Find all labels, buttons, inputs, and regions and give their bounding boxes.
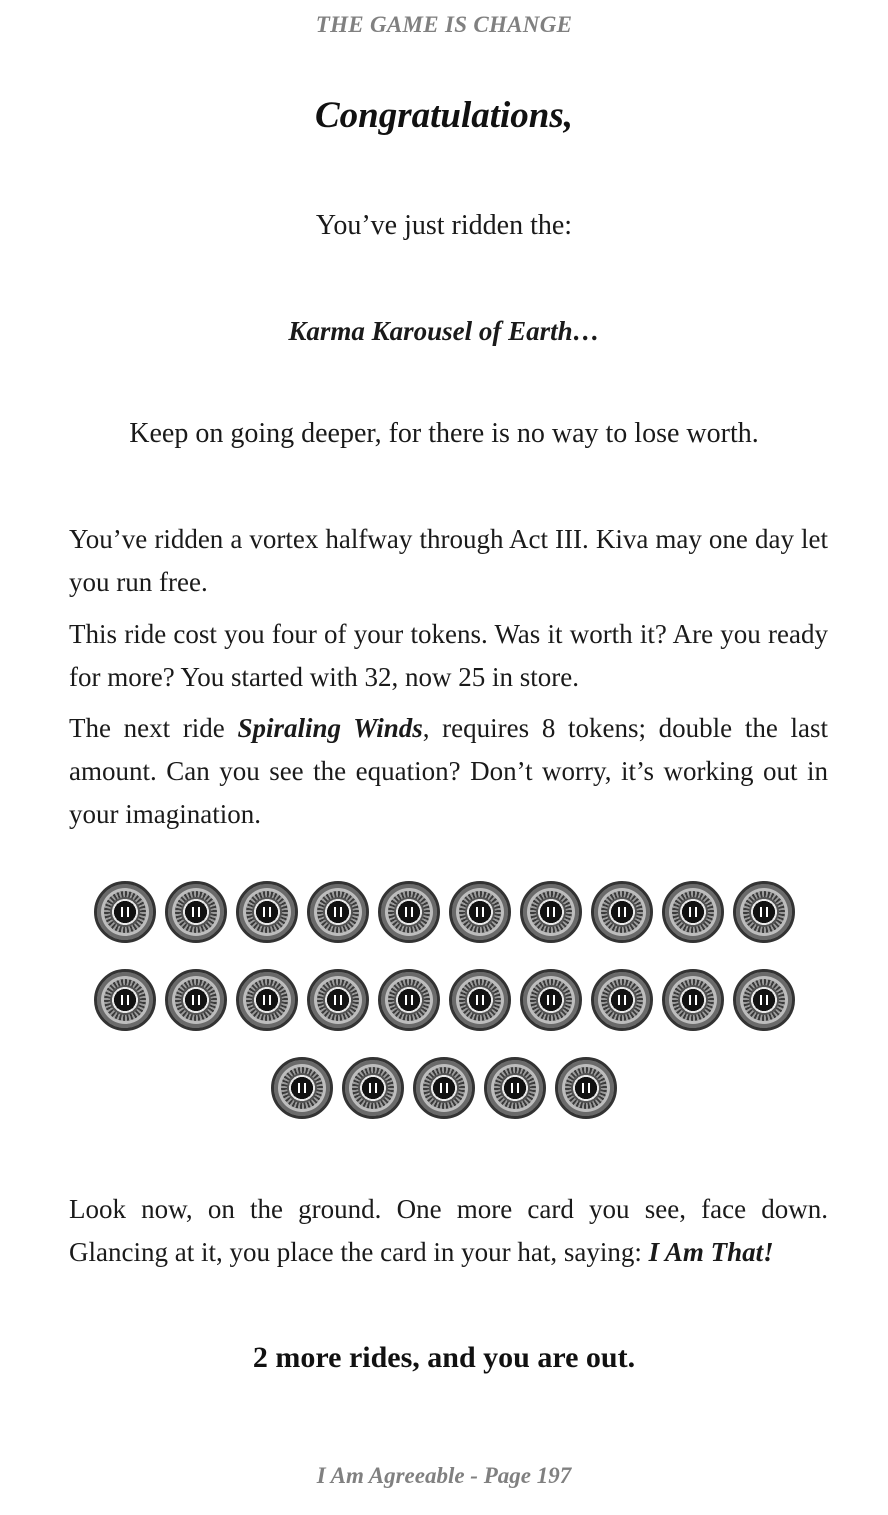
token-coin-icon — [662, 969, 724, 1031]
token-coin-icon — [555, 1057, 617, 1119]
token-coin-icon — [449, 881, 511, 943]
closing-line: 2 more rides, and you are out. — [252, 1341, 636, 1374]
paragraph-card — [69, 1188, 828, 1274]
page-footer: I Am Agreeable - Page 197 — [316, 1463, 572, 1488]
token-coin-icon — [413, 1057, 475, 1119]
token-coin-icon — [307, 969, 369, 1031]
token-coin-icon — [94, 969, 156, 1031]
token-coin-icon — [307, 881, 369, 943]
token-coin-icon — [733, 969, 795, 1031]
token-coin-icon — [236, 969, 298, 1031]
token-coin-icon — [484, 1057, 546, 1119]
next-ride-text-after: , requires 8 tokens; double the last amount. Can you see the equation? Don’t worry, it’s working out in your imagination. — [69, 713, 828, 829]
token-row-3 — [0, 1057, 888, 1119]
token-coin-icon — [271, 1057, 333, 1119]
encouragement-line: Keep on going deeper, for there is no way to lose worth. — [129, 418, 759, 449]
token-row-2 — [0, 969, 888, 1031]
paragraph-next-ride — [69, 707, 828, 836]
token-coin-icon — [378, 881, 440, 943]
token-coin-icon — [449, 969, 511, 1031]
paragraph-token-cost: This ride cost you four of your tokens. Was it worth it? Are you ready for more? You started with 32, now 25 in store. — [69, 619, 828, 692]
token-row-1 — [0, 881, 888, 943]
token-coin-icon — [662, 881, 724, 943]
token-coin-icon — [165, 881, 227, 943]
token-coin-icon — [520, 881, 582, 943]
token-coin-icon — [165, 969, 227, 1031]
token-coin-icon — [378, 969, 440, 1031]
token-coin-icon — [733, 881, 795, 943]
next-ride-name: Spiraling Winds — [237, 713, 423, 743]
running-header: THE GAME IS CHANGE — [315, 12, 573, 37]
i-am-that-phrase: I Am That! — [648, 1237, 774, 1267]
token-coin-icon — [342, 1057, 404, 1119]
intro-line: You’ve just ridden the: — [315, 210, 573, 241]
token-coin-icon — [591, 969, 653, 1031]
token-coin-icon — [236, 881, 298, 943]
token-coin-icon — [94, 881, 156, 943]
next-ride-text-before: The next ride — [69, 713, 238, 743]
ride-name: Karma Karousel of Earth… — [288, 316, 600, 346]
paragraph-vortex: You’ve ridden a vortex halfway through Act III. Kiva may one day let you run free. — [69, 524, 828, 597]
token-coin-icon — [520, 969, 582, 1031]
page-title: Congratulations, — [314, 95, 574, 136]
card-text: Look now, on the ground. One more card you see, face down. Glancing at it, you place the card in your hat, saying: — [69, 1194, 828, 1267]
token-coin-icon — [591, 881, 653, 943]
